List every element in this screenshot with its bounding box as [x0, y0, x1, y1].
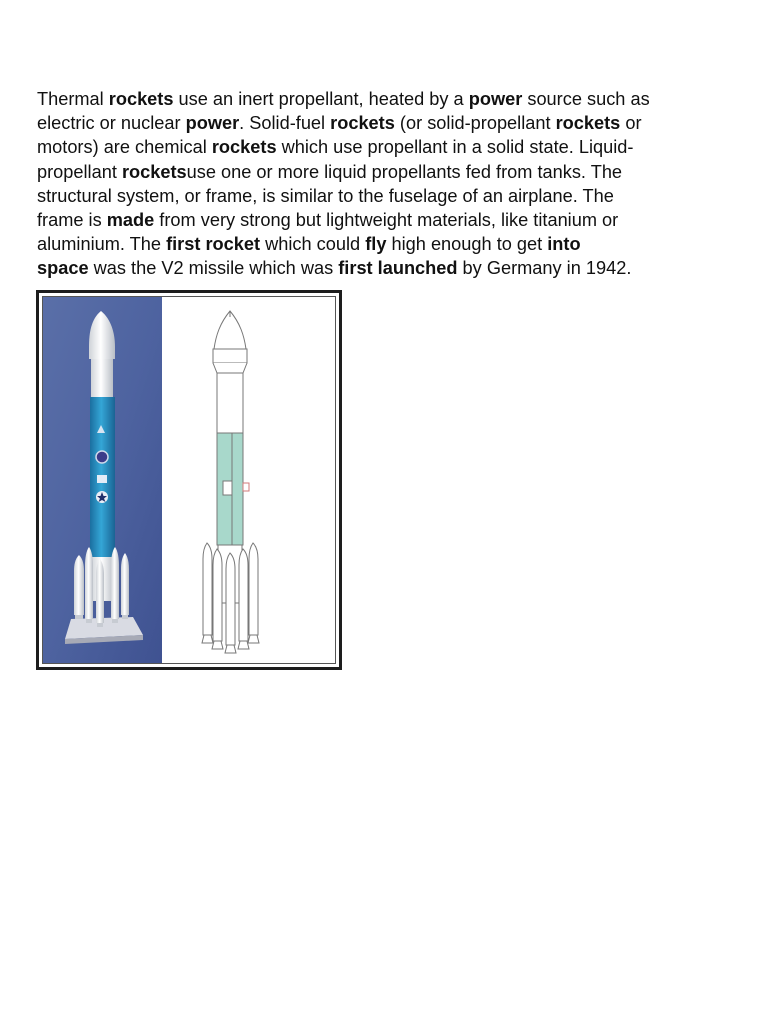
bold-term: rockets — [211, 137, 277, 158]
text-run: (or solid-propellant — [394, 113, 556, 134]
text-run: aluminium. The — [37, 234, 167, 255]
bold-term: power — [185, 113, 240, 134]
bold-term: fly — [365, 234, 387, 255]
bold-term: rockets — [121, 161, 187, 182]
paragraph-line-5 — [37, 184, 742, 208]
body-paragraph — [37, 87, 742, 281]
text-run: electric or nuclear — [37, 113, 186, 134]
rocket-model-photo-icon — [43, 297, 162, 663]
text-run: by Germany in 1942. — [457, 258, 632, 279]
paragraph-line-1 — [37, 87, 742, 111]
paragraph-line-3 — [37, 135, 742, 159]
text-run: propellant — [37, 161, 122, 182]
bold-term: first rocket — [166, 234, 261, 255]
bold-term: space — [37, 258, 89, 279]
text-run: which use propellant in a solid state. Liquid- — [276, 137, 634, 158]
bold-term: rockets — [108, 89, 174, 109]
text-run: . Solid-fuel — [239, 113, 331, 134]
rocket-line-drawing-icon — [162, 297, 335, 663]
bold-term: into — [547, 234, 581, 255]
text-run: Thermal — [37, 89, 109, 109]
text-run: structural system, or frame, is similar to the fuselage of an airplane. The — [37, 185, 614, 206]
paragraph-line-8 — [37, 256, 742, 280]
text-run: use one or more liquid propellants fed from tanks. The — [186, 161, 623, 182]
text-run: use an inert propellant, heated by a — [173, 89, 469, 109]
paragraph-line-7 — [37, 232, 742, 256]
bold-term: rockets — [330, 113, 395, 134]
paragraph-line-2 — [37, 111, 742, 135]
bold-term: first launched — [338, 258, 458, 279]
text-run: frame is — [37, 210, 107, 231]
text-run: high enough to get — [386, 234, 548, 255]
paragraph-line-6 — [37, 208, 742, 232]
figure-inner-frame — [42, 296, 336, 664]
bold-term: power — [468, 89, 523, 109]
bold-term: made — [106, 210, 155, 231]
paragraph-line-4 — [37, 160, 742, 184]
text-run: was the V2 missile which was — [88, 258, 339, 279]
rocket-figure — [36, 290, 342, 670]
text-run: or — [620, 113, 642, 134]
text-run: from very strong but lightweight materials, like titanium or — [154, 210, 619, 231]
text-run: motors) are chemical — [37, 137, 212, 158]
text-run: which could — [260, 234, 366, 255]
text-run: source such as — [522, 89, 650, 109]
bold-term: rockets — [555, 113, 621, 134]
